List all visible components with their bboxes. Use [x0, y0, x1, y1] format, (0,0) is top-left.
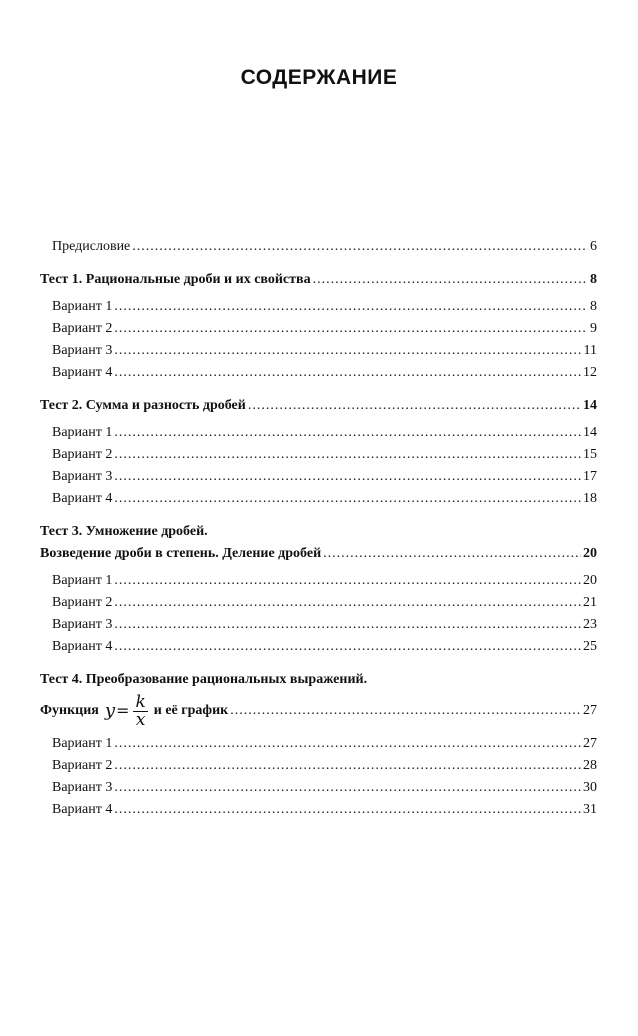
toc-page-number: 9 [590, 321, 597, 336]
dot-leader [248, 395, 581, 417]
table-of-contents [40, 236, 597, 821]
toc-page-number: 28 [583, 758, 597, 773]
toc-label: Вариант 3 [52, 780, 113, 795]
toc-page-number: 8 [590, 299, 597, 314]
toc-page-number: 12 [583, 365, 597, 380]
toc-label: Вариант 2 [52, 758, 113, 773]
toc-entry-test2[interactable] [40, 395, 597, 417]
toc-page-number: 20 [583, 546, 597, 561]
dot-leader [114, 592, 581, 614]
dot-leader [114, 296, 588, 318]
toc-entry-test3[interactable] [40, 543, 597, 565]
toc-page-number: 6 [590, 239, 597, 254]
function-formula [105, 691, 148, 731]
formula-denominator: x [135, 709, 146, 730]
toc-entry-variant[interactable] [40, 296, 597, 318]
formula-numerator: k [135, 691, 146, 712]
toc-label: Вариант 4 [52, 639, 113, 654]
toc-entry-variant[interactable] [40, 755, 597, 777]
toc-entry-variant[interactable] [40, 488, 597, 510]
toc-label: Тест 2. Сумма и разность дробей [40, 398, 246, 413]
toc-label: Вариант 1 [52, 425, 113, 440]
dot-leader [114, 422, 581, 444]
dot-leader [114, 340, 581, 362]
toc-entry-variant[interactable] [40, 466, 597, 488]
toc-entry-variant[interactable] [40, 422, 597, 444]
toc-page-number: 20 [583, 573, 597, 588]
dot-leader [114, 614, 581, 636]
toc-test3-heading-line1: Тест 3. Умножение дробей. [40, 524, 208, 539]
dot-leader [313, 269, 588, 291]
dot-leader [114, 488, 581, 510]
toc-label: Возведение дроби в степень. Деление дробей [40, 546, 322, 561]
dot-leader [114, 733, 581, 755]
toc-page-number: 11 [583, 343, 597, 358]
toc-entry-preface[interactable] [40, 236, 597, 258]
dot-leader [230, 691, 581, 731]
toc-page-number: 30 [583, 780, 597, 795]
toc-label: Тест 1. Рациональные дроби и их свойства [40, 272, 311, 287]
toc-label: Вариант 2 [52, 595, 113, 610]
toc-label: Вариант 3 [52, 469, 113, 484]
toc-page-number: 15 [583, 447, 597, 462]
toc-page-number: 21 [583, 595, 597, 610]
dot-leader [114, 636, 581, 658]
toc-label: Вариант 4 [52, 491, 113, 506]
dot-leader [114, 755, 581, 777]
toc-label: Вариант 4 [52, 365, 113, 380]
formula-equals: = [116, 701, 130, 720]
toc-entry-variant[interactable] [40, 362, 597, 384]
toc-page-number: 23 [583, 617, 597, 632]
toc-page-number: 14 [583, 398, 597, 413]
dot-leader [114, 570, 581, 592]
toc-label-prefix: Функция [40, 703, 99, 719]
formula-y: y [104, 700, 116, 721]
toc-label: Вариант 1 [52, 299, 113, 314]
page-title: СОДЕРЖАНИЕ [240, 66, 398, 89]
toc-page-number: 27 [583, 703, 597, 719]
toc-page-number: 8 [590, 272, 597, 287]
dot-leader [132, 236, 588, 258]
dot-leader [114, 777, 581, 799]
toc-entry-variant[interactable] [40, 733, 597, 755]
toc-page-number: 31 [583, 802, 597, 817]
toc-page-number: 14 [583, 425, 597, 440]
toc-entry-test4[interactable] [40, 691, 597, 731]
toc-entry-variant[interactable] [40, 570, 597, 592]
toc-entry-variant[interactable] [40, 636, 597, 658]
toc-entry-variant[interactable] [40, 318, 597, 340]
dot-leader [114, 444, 581, 466]
toc-entry-variant[interactable] [40, 444, 597, 466]
toc-label: Вариант 2 [52, 447, 113, 462]
dot-leader [323, 543, 581, 565]
dot-leader [114, 362, 581, 384]
toc-label: Вариант 4 [52, 802, 113, 817]
dot-leader [114, 318, 588, 340]
dot-leader [114, 466, 581, 488]
dot-leader [114, 799, 581, 821]
toc-label: Вариант 1 [52, 573, 113, 588]
toc-entry-variant[interactable] [40, 340, 597, 362]
toc-page-number: 18 [583, 491, 597, 506]
toc-page-number: 17 [583, 469, 597, 484]
toc-label: Вариант 3 [52, 343, 113, 358]
toc-label: Предисловие [52, 239, 131, 254]
toc-label: Вариант 3 [52, 617, 113, 632]
formula-fraction [133, 691, 147, 730]
toc-label [40, 691, 230, 731]
toc-label: Вариант 2 [52, 321, 113, 336]
toc-label-suffix: и её график [153, 703, 229, 719]
toc-page-number: 27 [583, 736, 597, 751]
toc-entry-variant[interactable] [40, 777, 597, 799]
toc-page-number: 25 [583, 639, 597, 654]
toc-test4-heading-line1: Тест 4. Преобразование рациональных выражений. [40, 672, 368, 687]
toc-entry-variant[interactable] [40, 592, 597, 614]
toc-label: Вариант 1 [52, 736, 113, 751]
toc-entry-variant[interactable] [40, 614, 597, 636]
toc-entry-variant[interactable] [40, 799, 597, 821]
toc-entry-test1[interactable] [40, 269, 597, 291]
